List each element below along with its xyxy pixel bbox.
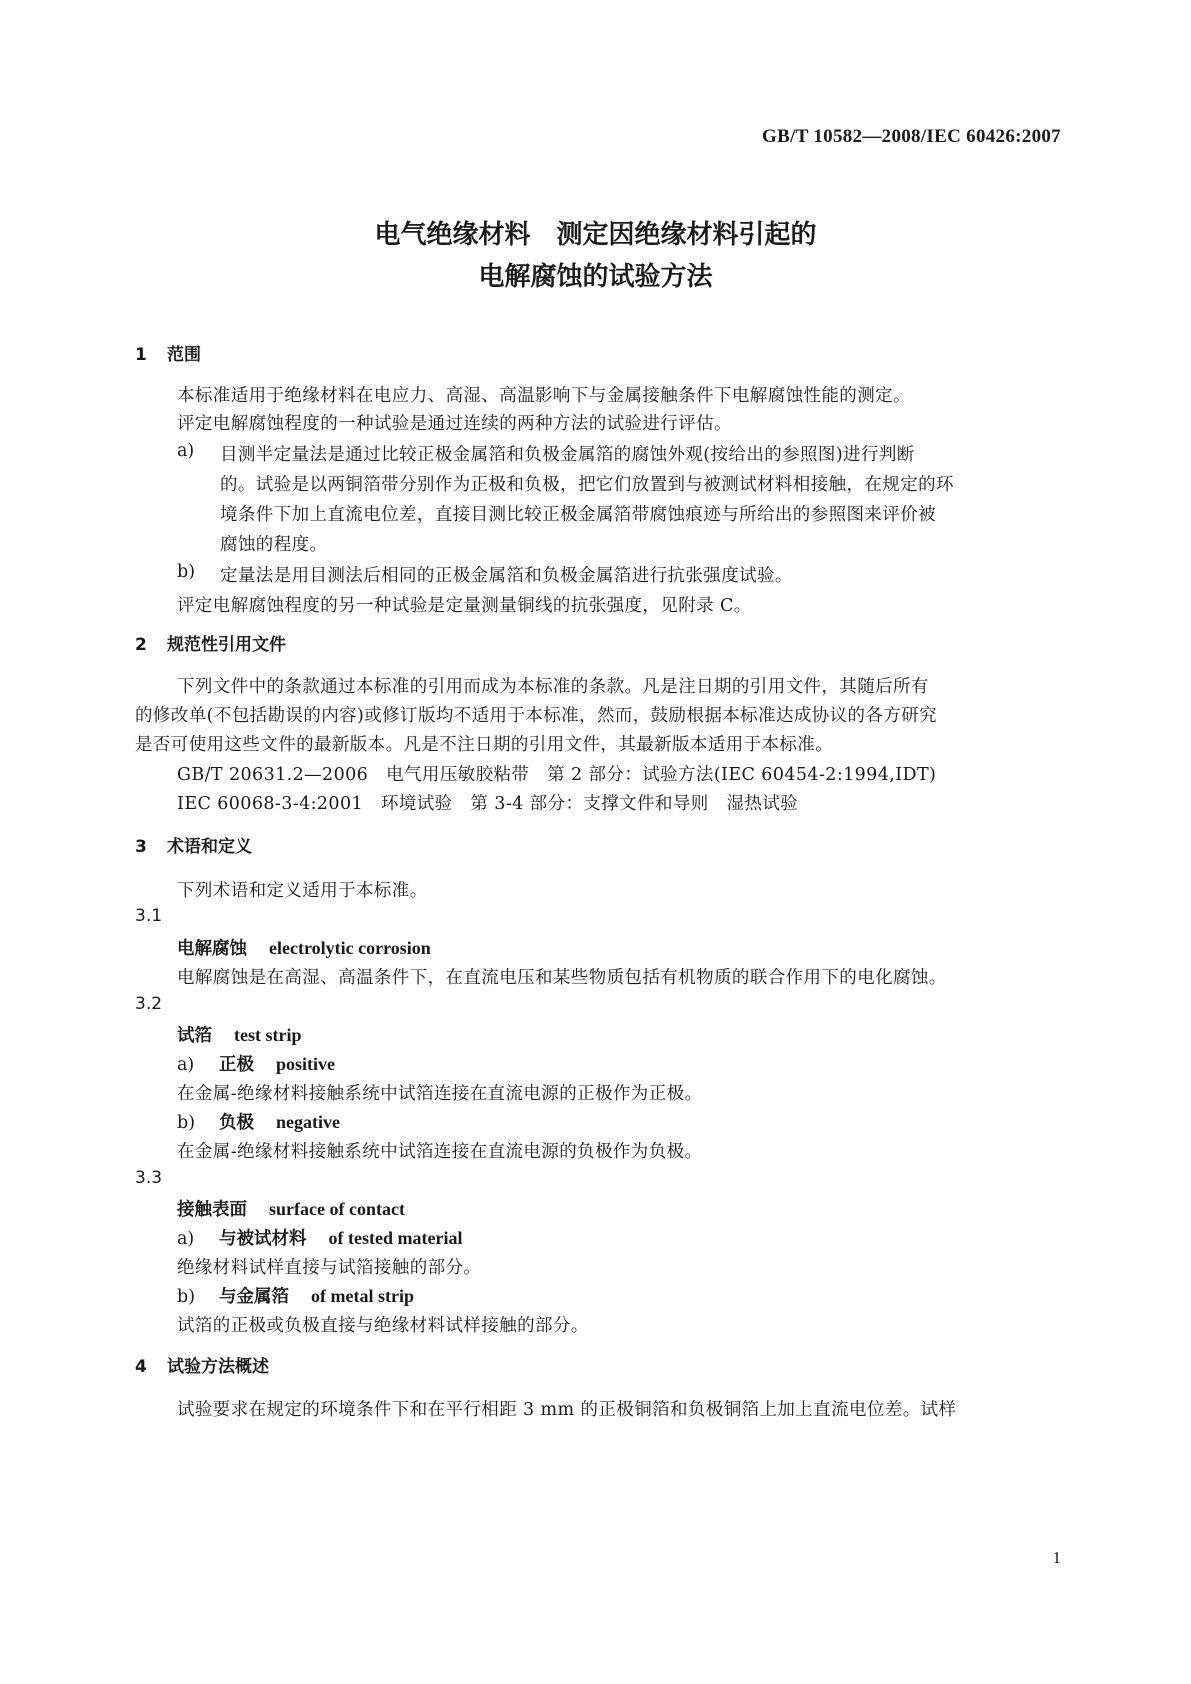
paragraph: 下列术语和定义适用于本标准。 (177, 881, 428, 901)
term-zh: 电解腐蚀 (177, 939, 247, 959)
term-heading (177, 1022, 301, 1047)
term-definition: 绝缘材料试样直接与试箔接触的部分。 (177, 1258, 482, 1278)
term-zh: 接触表面 (177, 1200, 247, 1220)
section-title: 范围 (167, 345, 201, 365)
standard-code-header: GB/T 10582—2008/IEC 60426:2007 (762, 126, 1061, 147)
document-title-line-1: 电气绝缘材料 测定因绝缘材料引起的 (374, 220, 817, 250)
section-1-heading (135, 340, 201, 365)
paragraph-line: 的修改单(不包括勘误的内容)或修订版均不适用于本标准，然而，鼓励根据本标准达成协议的各方研究 (135, 706, 938, 726)
reference-entry: IEC 60068-3-4:2001 环境试验 第 3-4 部分：支撑文件和导则 湿热试验 (177, 794, 799, 814)
list-item-line: 的。试验是以两铜箔带分别作为正极和负极，把它们放置到与被测试材料相接触，在规定的环 (220, 475, 954, 495)
subsection-number: 3.3 (135, 1168, 163, 1188)
list-label: b) (177, 1287, 196, 1307)
sub-term (177, 1225, 462, 1250)
sub-term-en: positive (276, 1054, 336, 1074)
subsection-number: 3.2 (135, 994, 163, 1014)
paragraph: 评定电解腐蚀程度的另一种试验是定量测量铜线的抗张强度，见附录 C。 (177, 596, 752, 616)
term-definition: 电解腐蚀是在高湿、高温条件下，在直流电压和某些物质包括有机物质的联合作用下的电化腐蚀。 (177, 968, 947, 988)
paragraph-line: 是否可使用这些文件的最新版本。凡是不注日期的引用文件，其最新版本适用于本标准。 (135, 735, 834, 755)
sub-term (177, 1283, 414, 1308)
paragraph: 评定电解腐蚀程度的一种试验是通过连续的两种方法的试验进行评估。 (177, 414, 732, 434)
section-title: 术语和定义 (167, 837, 252, 857)
section-title: 规范性引用文件 (167, 635, 286, 655)
document-title-line-2: 电解腐蚀的试验方法 (478, 262, 713, 292)
section-2-heading (135, 630, 286, 655)
paragraph: 试验要求在规定的环境条件下和在平行相距 3 mm 的正极铜箔和负极铜箔上加上直流电位差。试样 (177, 1400, 957, 1420)
term-definition: 试箔的正极或负极直接与绝缘材料试样接触的部分。 (177, 1316, 589, 1336)
reference-entry: GB/T 20631.2—2006 电气用压敏胶粘带 第 2 部分：试验方法(IEC 60454-2:1994,IDT) (177, 765, 937, 785)
sub-term-zh: 负极 (219, 1113, 254, 1133)
section-title: 试验方法概述 (167, 1357, 269, 1377)
paragraph-line: 下列文件中的条款通过本标准的引用而成为本标准的条款。凡是注日期的引用文件，其随后所有 (177, 677, 929, 697)
section-number: 3 (135, 837, 147, 857)
subsection-number: 3.1 (135, 906, 163, 926)
sub-term (177, 1051, 335, 1076)
section-number: 4 (135, 1357, 147, 1377)
paragraph: 本标准适用于绝缘材料在电应力、高湿、高温影响下与金属接触条件下电解腐蚀性能的测定。 (177, 386, 911, 406)
list-item-line: 境条件下加上直流电位差，直接目测比较正极金属箔带腐蚀痕迹与所给出的参照图来评价被 (220, 505, 936, 525)
term-heading (177, 1196, 405, 1221)
list-label: a) (177, 1229, 195, 1249)
sub-term-en: of metal strip (311, 1286, 414, 1306)
sub-term-zh: 与被试材料 (219, 1229, 307, 1249)
list-item-line: 腐蚀的程度。 (220, 535, 328, 555)
list-item-line: 目测半定量法是通过比较正极金属箔和负极金属箔的腐蚀外观(按给出的参照图)进行判断 (220, 445, 915, 465)
section-3-heading (135, 832, 252, 857)
section-number: 2 (135, 635, 147, 655)
term-en: electrolytic corrosion (269, 938, 431, 958)
sub-term-zh: 正极 (219, 1055, 254, 1075)
term-en: test strip (234, 1025, 302, 1045)
term-heading (177, 935, 431, 960)
list-label: a) (177, 441, 195, 461)
sub-term-zh: 与金属箔 (219, 1287, 289, 1307)
list-label: b) (177, 562, 196, 582)
sub-term-en: negative (276, 1112, 340, 1132)
page-number: 1 (1052, 1548, 1061, 1567)
section-number: 1 (135, 345, 147, 365)
sub-term (177, 1109, 340, 1134)
section-4-heading (135, 1352, 269, 1377)
term-definition: 在金属-绝缘材料接触系统中试箔连接在直流电源的正极作为正极。 (177, 1084, 703, 1104)
term-zh: 试箔 (177, 1026, 212, 1046)
list-label: a) (177, 1055, 195, 1075)
list-label: b) (177, 1113, 196, 1133)
term-definition: 在金属-绝缘材料接触系统中试箔连接在直流电源的负极作为负极。 (177, 1142, 703, 1162)
sub-term-en: of tested material (328, 1228, 463, 1248)
list-item-line: 定量法是用目测法后相同的正极金属箔和负极金属箔进行抗张强度试验。 (220, 566, 793, 586)
term-en: surface of contact (269, 1199, 405, 1219)
